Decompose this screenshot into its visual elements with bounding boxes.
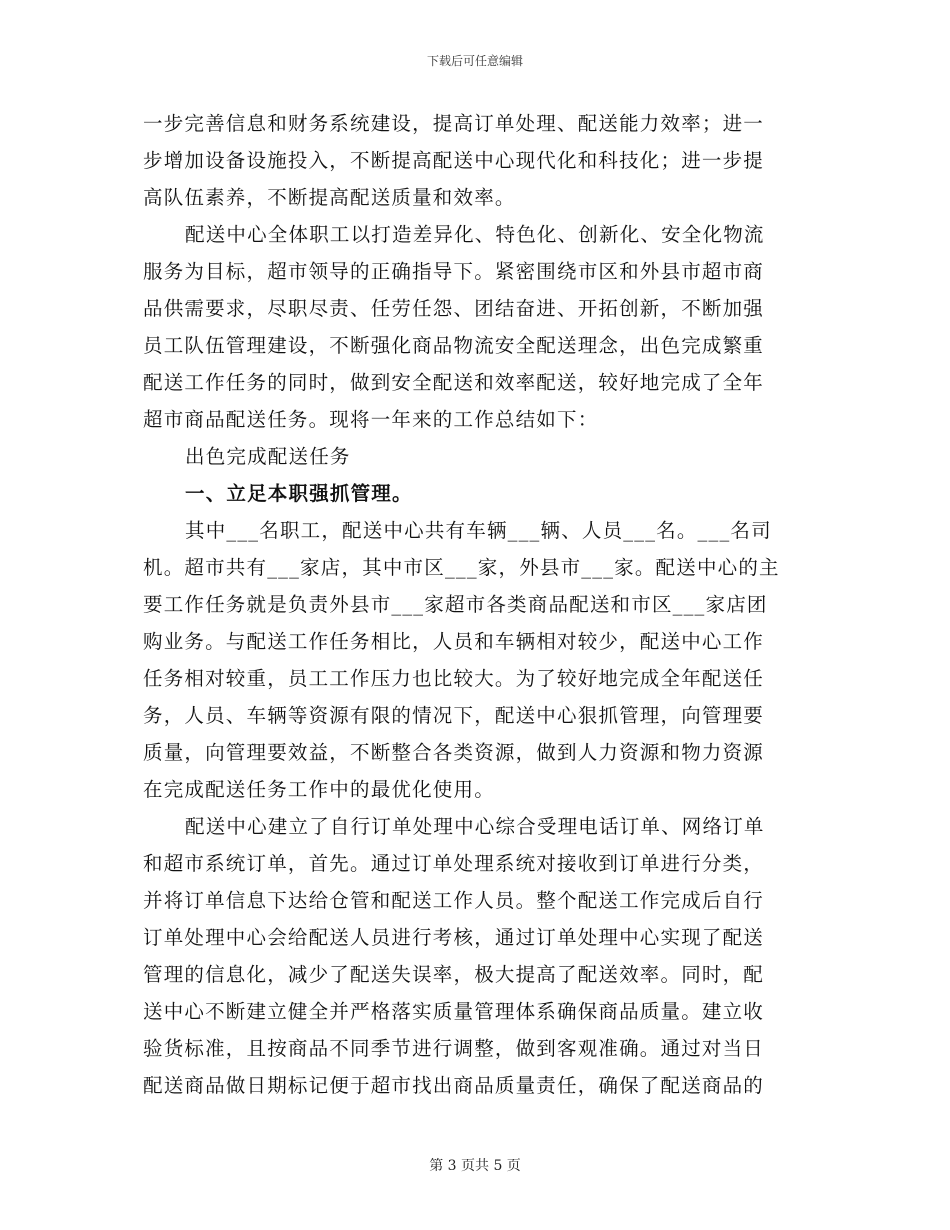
text-line: 配送商品做日期标记便于超市找出商品质量责任，确保了配送商品的 — [143, 1074, 765, 1097]
page-header: 下载后可任意编辑 — [426, 54, 523, 68]
text-line: 高队伍素养，不断提高配送质量和效率。 — [143, 186, 516, 209]
text-line: 配送中心建立了自行订单处理中心综合受理电话订单、网络订单 — [185, 815, 765, 838]
text-line: 其中___名职工，配送中心共有车辆___辆、人员___名。___名司 — [185, 519, 772, 542]
text-line: 和超市系统订单，首先。通过订单处理系统对接收到订单进行分类， — [143, 852, 765, 875]
text-line: 员工队伍管理建设，不断强化商品物流安全配送理念，出色完成繁重 — [143, 334, 765, 357]
text-line: 质量，向管理要效益，不断整合各类资源，做到人力资源和物力资源 — [143, 741, 765, 764]
text-line: 超市商品配送任务。现将一年来的工作总结如下： — [143, 408, 599, 431]
text-line: 配送工作任务的同时，做到安全配送和效率配送，较好地完成了全年 — [143, 371, 765, 394]
text-line: 管理的信息化，减少了配送失误率，极大提高了配送效率。同时，配 — [143, 963, 765, 986]
text-line: 要工作任务就是负责外县市___家超市各类商品配送和市区___家店团 — [143, 593, 768, 616]
text-line: 一步完善信息和财务系统建设，提高订单处理、配送能力效率；进一 — [143, 112, 765, 135]
section-heading: 一、立足本职强抓管理。 — [185, 482, 413, 505]
text-line: 品供需要求，尽职尽责、任劳任怨、团结奋进、开拓创新，不断加强 — [143, 297, 765, 320]
text-line: 出色完成配送任务 — [185, 445, 351, 468]
text-line: 验货标准，且按商品不同季节进行调整，做到客观准确。通过对当日 — [143, 1037, 765, 1060]
text-line: 配送中心全体职工以打造差异化、特色化、创新化、安全化物流 — [185, 223, 765, 246]
text-line: 在完成配送任务工作中的最优化使用。 — [143, 778, 495, 801]
text-line: 并将订单信息下达给仓管和配送工作人员。整个配送工作完成后自行 — [143, 889, 765, 912]
text-line: 任务相对较重，员工工作压力也比较大。为了较好地完成全年配送任 — [143, 667, 765, 690]
page-footer: 第 3 页共 5 页 — [429, 1158, 521, 1174]
text-line: 购业务。与配送工作任务相比，人员和车辆相对较少，配送中心工作 — [143, 630, 765, 653]
text-line: 订单处理中心会给配送人员进行考核，通过订单处理中心实现了配送 — [143, 926, 765, 949]
text-line: 服务为目标，超市领导的正确指导下。紧密围绕市区和外县市超市商 — [143, 260, 765, 283]
text-line: 机。超市共有___家店，其中市区___家，外县市___家。配送中心的主 — [143, 556, 780, 579]
text-line: 步增加设备设施投入，不断提高配送中心现代化和科技化；进一步提 — [143, 149, 765, 172]
text-line: 务，人员、车辆等资源有限的情况下，配送中心狠抓管理，向管理要 — [143, 704, 765, 727]
document-body — [143, 105, 805, 1104]
text-line: 送中心不断建立健全并严格落实质量管理体系确保商品质量。建立收 — [143, 1000, 765, 1023]
